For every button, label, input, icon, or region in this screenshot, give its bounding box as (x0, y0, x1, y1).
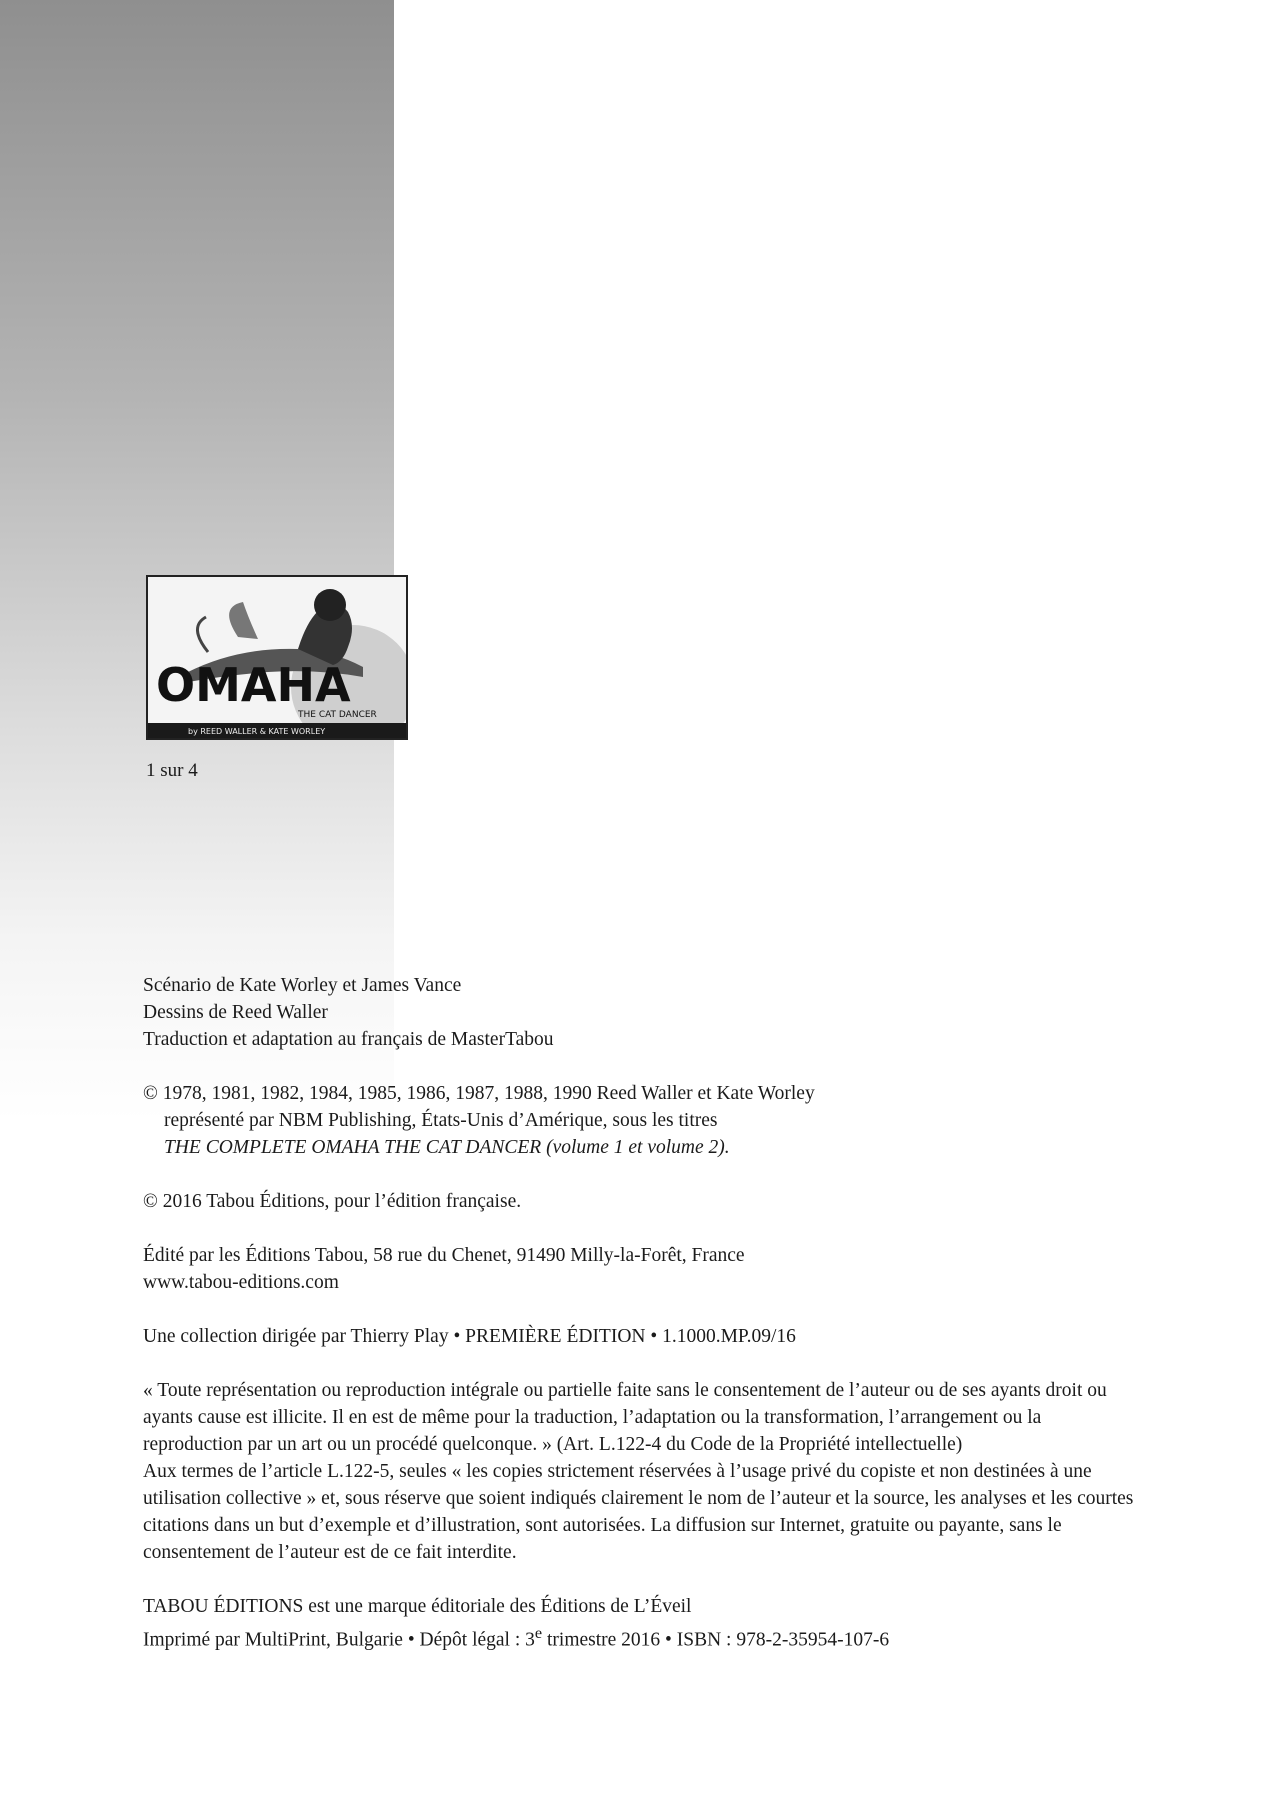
original-copyright-line1: © 1978, 1981, 1982, 1984, 1985, 1986, 1987, 1988, 1990 Reed Waller et Kate Worley (143, 1083, 815, 1104)
translation-credit: Traduction et adaptation au français de MasterTabou (143, 1029, 554, 1050)
copyright-notice (143, 972, 1143, 1654)
original-copyright-line3: THE COMPLETE OMAHA THE CAT DANCER (volume 1 et volume 2). (164, 1137, 730, 1158)
imprint-printer-prefix: Imprimé par MultiPrint, Bulgarie • Dépôt légal : 3 (143, 1629, 535, 1651)
scenario-credit: Scénario de Kate Worley et James Vance (143, 975, 462, 996)
imprint-printer (143, 1620, 1143, 1654)
logo-title: OMAHA (156, 658, 351, 712)
original-copyright-line2: représenté par NBM Publishing, États-Unis d’Amérique, sous les titres (164, 1110, 718, 1131)
french-copyright: © 2016 Tabou Éditions, pour l’édition française. (143, 1191, 522, 1212)
publisher-website: www.tabou-editions.com (143, 1272, 339, 1293)
logo-credit: by REED WALLER & KATE WORLEY (188, 727, 326, 736)
imprint-brand: TABOU ÉDITIONS est une marque éditoriale des Éditions de L’Éveil (143, 1596, 692, 1617)
imprint-printer-sup: e (534, 1624, 543, 1642)
logo-subtitle: THE CAT DANCER (298, 710, 377, 720)
imprint-printer-suffix: trimestre 2016 • ISBN : 978-2-35954-107-6 (542, 1629, 890, 1651)
omaha-logo-image (146, 575, 408, 740)
legal-article: Aux termes de l’article L.122-5, seules « les copies strictement réservées à l’usage privé du copiste et non destinées à une utilisation collective » et, sous réserve que soient indiqués clairement le nom de l’auteur et la source, les analyses et les courtes citations dans un but d’exemple et d’illustration, sont autorisées. La diffusion sur Internet, gratuite ou payante, sans le consentement de l’auteur est de ce fait interdite. (143, 1461, 1134, 1563)
omaha-logo-art (148, 577, 406, 738)
publisher-address: Édité par les Éditions Tabou, 58 rue du Chenet, 91490 Milly-la-Forêt, France (143, 1245, 745, 1266)
legal-quote: « Toute représentation ou reproduction intégrale ou partielle faite sans le consentement de l’auteur ou de ses ayants droit ou ayants cause est illicite. Il en est de même pour la traduction, l’adaptation ou la transformation, l’arrangement ou la reproduction par un art ou un procédé quelconque. » (Art. L.122-4 du Code de la Propriété intellectuelle) (143, 1380, 1107, 1455)
page-counter: 1 sur 4 (146, 760, 198, 781)
drawing-credit: Dessins de Reed Waller (143, 1002, 328, 1023)
collection-line: Une collection dirigée par Thierry Play • PREMIÈRE ÉDITION • 1.1000.MP.09/16 (143, 1326, 796, 1347)
